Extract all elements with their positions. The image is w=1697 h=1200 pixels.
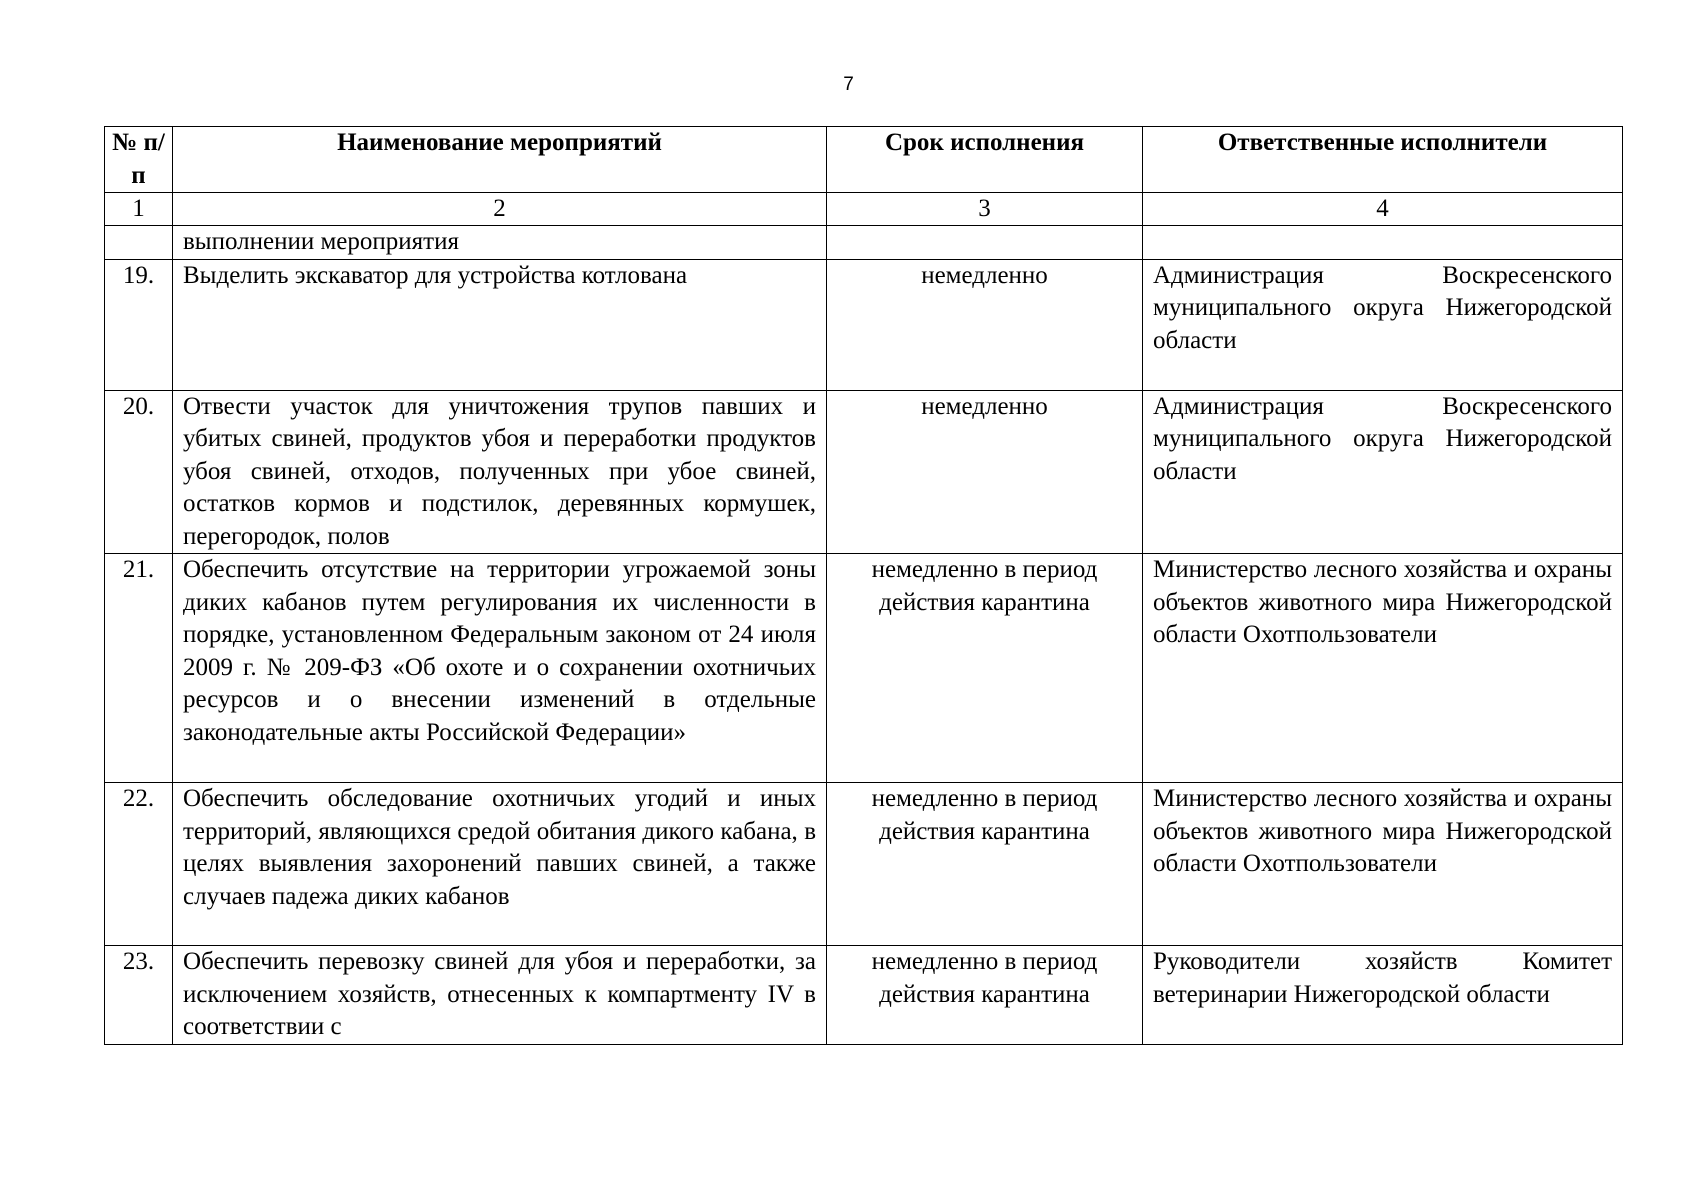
row-term: немедленно xyxy=(827,390,1143,554)
row-responsible: Министерство лесного хозяйства и охраны объектов животного мира Нижегородской области Охотпользователи xyxy=(1143,554,1623,783)
row-term: немедленно в период действия карантина xyxy=(827,783,1143,946)
row-number: 22. xyxy=(105,783,173,946)
row-measure: Обеспечить перевозку свиней для убоя и переработки, за исключением хозяйств, отнесенных к компартменту IV в соответствии с xyxy=(173,946,827,1045)
measures-table xyxy=(104,126,1623,1045)
table-row xyxy=(105,390,1623,554)
row-responsible: Руководители хозяйств Комитет ветеринарии Нижегородской области xyxy=(1143,946,1623,1045)
header-responsible: Ответственные исполнители xyxy=(1143,127,1623,193)
row-measure: Обеспечить обследование охотничьих угодий и иных территорий, являющихся средой обитания дикого кабана, в целях выявления захоронений павших свиней, а также случаев падежа диких кабанов xyxy=(173,783,827,946)
row-term: немедленно xyxy=(827,259,1143,390)
table-row xyxy=(105,783,1623,946)
row-responsible xyxy=(1143,226,1623,260)
table-row-continuation xyxy=(105,226,1623,260)
row-responsible: Администрация Воскресенского муниципального округа Нижегородской области xyxy=(1143,259,1623,390)
row-term: немедленно в период действия карантина xyxy=(827,554,1143,783)
table-row xyxy=(105,946,1623,1045)
row-number: 23. xyxy=(105,946,173,1045)
row-responsible: Администрация Воскресенского муниципального округа Нижегородской области xyxy=(1143,390,1623,554)
row-number xyxy=(105,226,173,260)
row-number: 20. xyxy=(105,390,173,554)
page-number: 7 xyxy=(843,74,854,95)
row-number: 21. xyxy=(105,554,173,783)
row-term xyxy=(827,226,1143,260)
row-measure: Обеспечить отсутствие на территории угрожаемой зоны диких кабанов путем регулирования их численности в порядке, установленном Федеральным законом от 24 июля 2009 г. № 209-ФЗ «Об охоте и о сохранении охотничьих ресурсов и о внесении изменений в отдельные законодательные акты Российской Федерации» xyxy=(173,554,827,783)
column-number: 4 xyxy=(1143,193,1623,226)
row-number: 19. xyxy=(105,259,173,390)
row-term: немедленно в период действия карантина xyxy=(827,946,1143,1045)
row-responsible: Министерство лесного хозяйства и охраны объектов животного мира Нижегородской области Охотпользователи xyxy=(1143,783,1623,946)
table-row xyxy=(105,259,1623,390)
column-number-row xyxy=(105,193,1623,226)
column-number: 2 xyxy=(173,193,827,226)
column-number: 1 xyxy=(105,193,173,226)
header-row xyxy=(105,127,1623,193)
header-number: № п/п xyxy=(105,127,173,193)
table-row xyxy=(105,554,1623,783)
row-measure: Отвести участок для уничтожения трупов павших и убитых свиней, продуктов убоя и переработки продуктов убоя свиней, отходов, полученных при убое свиней, остатков кормов и подстилок, деревянных кормушек, перегородок, полов xyxy=(173,390,827,554)
column-number: 3 xyxy=(827,193,1143,226)
row-measure: выполнении мероприятия xyxy=(173,226,827,260)
header-term: Срок исполнения xyxy=(827,127,1143,193)
header-name: Наименование мероприятий xyxy=(173,127,827,193)
row-measure: Выделить экскаватор для устройства котлована xyxy=(173,259,827,390)
